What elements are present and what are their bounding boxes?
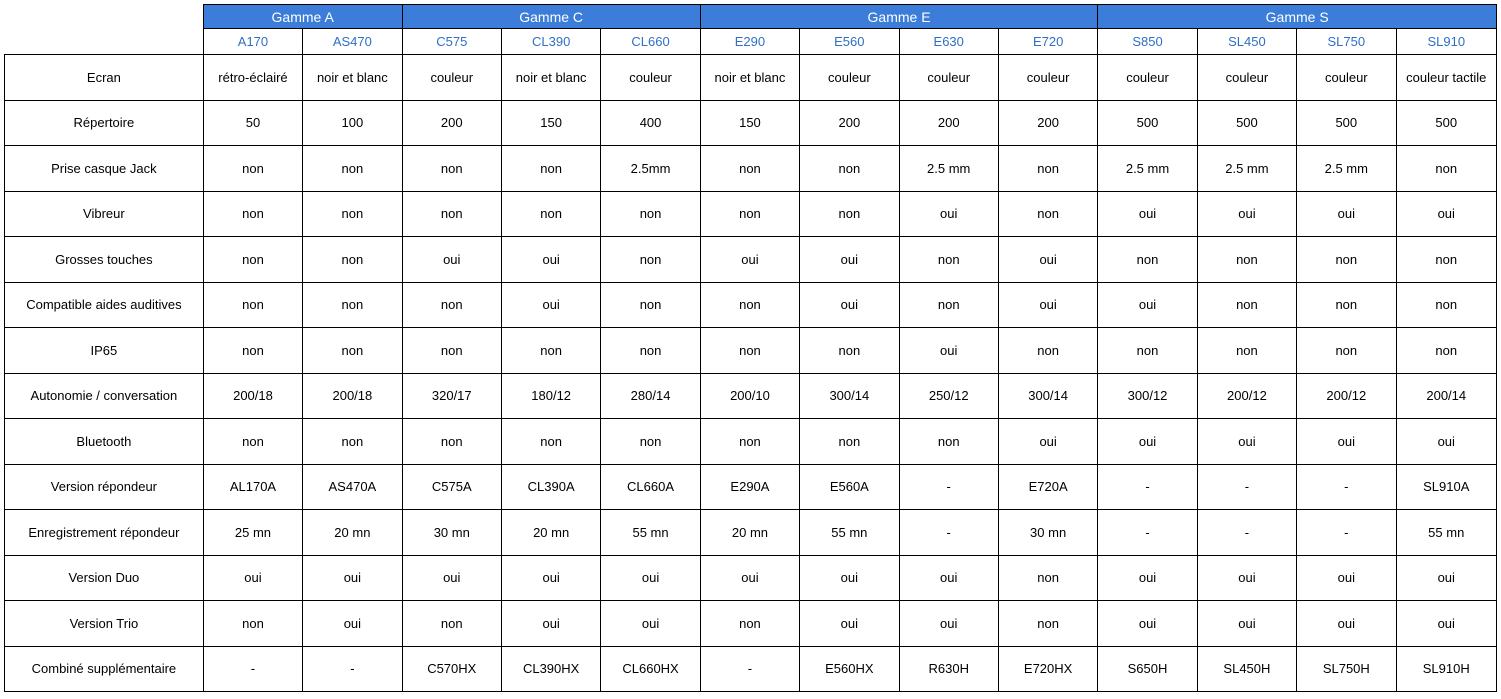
cell-r11-c9: oui (1098, 555, 1197, 601)
row-label-4: Grosses touches (5, 237, 204, 283)
cell-r13-c4: CL660HX (601, 646, 700, 692)
cell-r8-c6: non (800, 419, 899, 465)
cell-r3-c7: oui (899, 191, 998, 237)
model-row-corner-blank (5, 29, 204, 55)
cell-r12-c9: oui (1098, 601, 1197, 647)
cell-r0-c11: couleur (1297, 55, 1396, 101)
cell-r5-c1: non (303, 282, 402, 328)
cell-r5-c7: non (899, 282, 998, 328)
cell-r8-c3: non (501, 419, 600, 465)
row-label-7: Autonomie / conversation (5, 373, 204, 419)
table-row (5, 191, 1497, 237)
table-row (5, 100, 1497, 146)
cell-r4-c11: non (1297, 237, 1396, 283)
cell-r3-c9: oui (1098, 191, 1197, 237)
cell-r2-c3: non (501, 146, 600, 192)
cell-r11-c8: non (998, 555, 1097, 601)
cell-r13-c1: - (303, 646, 402, 692)
comparison-table (4, 4, 1497, 692)
cell-r8-c5: non (700, 419, 799, 465)
table-row (5, 646, 1497, 692)
cell-r4-c2: oui (402, 237, 501, 283)
row-label-6: IP65 (5, 328, 204, 374)
cell-r10-c0: 25 mn (203, 510, 302, 556)
cell-r7-c9: 300/12 (1098, 373, 1197, 419)
cell-r2-c7: 2.5 mm (899, 146, 998, 192)
cell-r12-c0: non (203, 601, 302, 647)
model-header-cl390: CL390 (501, 29, 600, 55)
cell-r7-c7: 250/12 (899, 373, 998, 419)
cell-r11-c6: oui (800, 555, 899, 601)
cell-r7-c8: 300/14 (998, 373, 1097, 419)
cell-r5-c5: non (700, 282, 799, 328)
cell-r2-c11: 2.5 mm (1297, 146, 1396, 192)
cell-r12-c8: non (998, 601, 1097, 647)
cell-r12-c6: oui (800, 601, 899, 647)
cell-r10-c7: - (899, 510, 998, 556)
cell-r0-c3: noir et blanc (501, 55, 600, 101)
model-header-as470: AS470 (303, 29, 402, 55)
cell-r10-c4: 55 mn (601, 510, 700, 556)
cell-r1-c9: 500 (1098, 100, 1197, 146)
cell-r4-c8: oui (998, 237, 1097, 283)
model-header-e290: E290 (700, 29, 799, 55)
table-row (5, 373, 1497, 419)
table-row (5, 601, 1497, 647)
cell-r7-c1: 200/18 (303, 373, 402, 419)
cell-r12-c2: non (402, 601, 501, 647)
cell-r4-c0: non (203, 237, 302, 283)
cell-r0-c12: couleur tactile (1396, 55, 1497, 101)
cell-r13-c3: CL390HX (501, 646, 600, 692)
cell-r9-c1: AS470A (303, 464, 402, 510)
cell-r6-c5: non (700, 328, 799, 374)
cell-r9-c5: E290A (700, 464, 799, 510)
cell-r1-c4: 400 (601, 100, 700, 146)
cell-r3-c6: non (800, 191, 899, 237)
cell-r13-c11: SL750H (1297, 646, 1396, 692)
cell-r9-c12: SL910A (1396, 464, 1497, 510)
row-label-13: Combiné supplémentaire (5, 646, 204, 692)
cell-r2-c4: 2.5mm (601, 146, 700, 192)
cell-r2-c2: non (402, 146, 501, 192)
cell-r8-c11: oui (1297, 419, 1396, 465)
cell-r10-c12: 55 mn (1396, 510, 1497, 556)
table-row (5, 328, 1497, 374)
cell-r4-c12: non (1396, 237, 1497, 283)
cell-r6-c11: non (1297, 328, 1396, 374)
cell-r1-c5: 150 (700, 100, 799, 146)
group-header-gamme-a: Gamme A (203, 5, 402, 29)
cell-r12-c10: oui (1197, 601, 1296, 647)
cell-r1-c11: 500 (1297, 100, 1396, 146)
cell-r3-c8: non (998, 191, 1097, 237)
group-header-gamme-s: Gamme S (1098, 5, 1497, 29)
cell-r0-c6: couleur (800, 55, 899, 101)
cell-r1-c0: 50 (203, 100, 302, 146)
cell-r1-c2: 200 (402, 100, 501, 146)
cell-r13-c7: R630H (899, 646, 998, 692)
cell-r2-c8: non (998, 146, 1097, 192)
row-label-11: Version Duo (5, 555, 204, 601)
cell-r5-c11: non (1297, 282, 1396, 328)
cell-r5-c0: non (203, 282, 302, 328)
cell-r10-c3: 20 mn (501, 510, 600, 556)
cell-r0-c7: couleur (899, 55, 998, 101)
model-header-s850: S850 (1098, 29, 1197, 55)
cell-r11-c12: oui (1396, 555, 1497, 601)
cell-r6-c2: non (402, 328, 501, 374)
cell-r0-c10: couleur (1197, 55, 1296, 101)
cell-r13-c10: SL450H (1197, 646, 1296, 692)
cell-r1-c10: 500 (1197, 100, 1296, 146)
model-header-sl750: SL750 (1297, 29, 1396, 55)
row-label-9: Version répondeur (5, 464, 204, 510)
cell-r0-c8: couleur (998, 55, 1097, 101)
cell-r7-c3: 180/12 (501, 373, 600, 419)
table-body (5, 55, 1497, 692)
cell-r11-c0: oui (203, 555, 302, 601)
cell-r8-c9: oui (1098, 419, 1197, 465)
cell-r2-c12: non (1396, 146, 1497, 192)
cell-r9-c3: CL390A (501, 464, 600, 510)
cell-r6-c9: non (1098, 328, 1197, 374)
cell-r6-c6: non (800, 328, 899, 374)
cell-r1-c8: 200 (998, 100, 1097, 146)
row-label-1: Répertoire (5, 100, 204, 146)
cell-r2-c10: 2.5 mm (1197, 146, 1296, 192)
cell-r4-c4: non (601, 237, 700, 283)
cell-r7-c2: 320/17 (402, 373, 501, 419)
cell-r3-c5: non (700, 191, 799, 237)
table-row (5, 510, 1497, 556)
cell-r7-c5: 200/10 (700, 373, 799, 419)
cell-r10-c5: 20 mn (700, 510, 799, 556)
cell-r8-c7: non (899, 419, 998, 465)
cell-r6-c10: non (1197, 328, 1296, 374)
cell-r10-c10: - (1197, 510, 1296, 556)
cell-r13-c9: S650H (1098, 646, 1197, 692)
cell-r1-c7: 200 (899, 100, 998, 146)
table-row (5, 55, 1497, 101)
cell-r0-c4: couleur (601, 55, 700, 101)
cell-r5-c12: non (1396, 282, 1497, 328)
cell-r8-c4: non (601, 419, 700, 465)
cell-r8-c2: non (402, 419, 501, 465)
cell-r8-c8: oui (998, 419, 1097, 465)
cell-r6-c8: non (998, 328, 1097, 374)
cell-r1-c6: 200 (800, 100, 899, 146)
cell-r13-c0: - (203, 646, 302, 692)
cell-r4-c9: non (1098, 237, 1197, 283)
cell-r9-c2: C575A (402, 464, 501, 510)
cell-r6-c12: non (1396, 328, 1497, 374)
cell-r3-c3: non (501, 191, 600, 237)
cell-r4-c6: oui (800, 237, 899, 283)
cell-r12-c3: oui (501, 601, 600, 647)
model-header-e560: E560 (800, 29, 899, 55)
row-label-0: Ecran (5, 55, 204, 101)
cell-r12-c1: oui (303, 601, 402, 647)
cell-r7-c11: 200/12 (1297, 373, 1396, 419)
cell-r10-c1: 20 mn (303, 510, 402, 556)
cell-r2-c1: non (303, 146, 402, 192)
cell-r10-c11: - (1297, 510, 1396, 556)
row-label-10: Enregistrement répondeur (5, 510, 204, 556)
cell-r5-c10: non (1197, 282, 1296, 328)
group-header-gamme-e: Gamme E (700, 5, 1098, 29)
cell-r11-c4: oui (601, 555, 700, 601)
cell-r8-c0: non (203, 419, 302, 465)
cell-r2-c0: non (203, 146, 302, 192)
cell-r0-c0: rétro-éclairé (203, 55, 302, 101)
header-corner-blank (5, 5, 204, 29)
table-row (5, 282, 1497, 328)
cell-r9-c0: AL170A (203, 464, 302, 510)
cell-r13-c2: C570HX (402, 646, 501, 692)
cell-r3-c12: oui (1396, 191, 1497, 237)
cell-r7-c10: 200/12 (1197, 373, 1296, 419)
cell-r6-c7: oui (899, 328, 998, 374)
cell-r0-c1: noir et blanc (303, 55, 402, 101)
cell-r7-c6: 300/14 (800, 373, 899, 419)
table-row (5, 237, 1497, 283)
cell-r9-c7: - (899, 464, 998, 510)
cell-r5-c2: non (402, 282, 501, 328)
cell-r6-c1: non (303, 328, 402, 374)
cell-r12-c4: oui (601, 601, 700, 647)
cell-r13-c8: E720HX (998, 646, 1097, 692)
cell-r11-c7: oui (899, 555, 998, 601)
cell-r11-c11: oui (1297, 555, 1396, 601)
cell-r8-c1: non (303, 419, 402, 465)
model-header-a170: A170 (203, 29, 302, 55)
cell-r0-c5: noir et blanc (700, 55, 799, 101)
cell-r3-c10: oui (1197, 191, 1296, 237)
cell-r4-c10: non (1197, 237, 1296, 283)
table-row (5, 419, 1497, 465)
cell-r5-c3: oui (501, 282, 600, 328)
model-header-sl910: SL910 (1396, 29, 1497, 55)
cell-r8-c12: oui (1396, 419, 1497, 465)
cell-r11-c3: oui (501, 555, 600, 601)
cell-r13-c5: - (700, 646, 799, 692)
cell-r5-c9: oui (1098, 282, 1197, 328)
row-label-12: Version Trio (5, 601, 204, 647)
cell-r5-c4: non (601, 282, 700, 328)
cell-r6-c4: non (601, 328, 700, 374)
model-header-e630: E630 (899, 29, 998, 55)
cell-r9-c10: - (1197, 464, 1296, 510)
cell-r4-c1: non (303, 237, 402, 283)
cell-r1-c3: 150 (501, 100, 600, 146)
cell-r9-c6: E560A (800, 464, 899, 510)
group-header-row (5, 5, 1497, 29)
cell-r12-c7: oui (899, 601, 998, 647)
row-label-2: Prise casque Jack (5, 146, 204, 192)
cell-r1-c1: 100 (303, 100, 402, 146)
cell-r6-c0: non (203, 328, 302, 374)
cell-r9-c9: - (1098, 464, 1197, 510)
cell-r3-c11: oui (1297, 191, 1396, 237)
cell-r13-c6: E560HX (800, 646, 899, 692)
model-header-sl450: SL450 (1197, 29, 1296, 55)
cell-r6-c3: non (501, 328, 600, 374)
cell-r5-c6: oui (800, 282, 899, 328)
cell-r12-c11: oui (1297, 601, 1396, 647)
row-label-8: Bluetooth (5, 419, 204, 465)
cell-r2-c9: 2.5 mm (1098, 146, 1197, 192)
cell-r8-c10: oui (1197, 419, 1296, 465)
cell-r2-c6: non (800, 146, 899, 192)
model-header-row (5, 29, 1497, 55)
cell-r4-c3: oui (501, 237, 600, 283)
cell-r3-c4: non (601, 191, 700, 237)
model-header-e720: E720 (998, 29, 1097, 55)
cell-r1-c12: 500 (1396, 100, 1497, 146)
cell-r7-c12: 200/14 (1396, 373, 1497, 419)
table-header (5, 5, 1497, 55)
cell-r10-c6: 55 mn (800, 510, 899, 556)
cell-r10-c2: 30 mn (402, 510, 501, 556)
cell-r13-c12: SL910H (1396, 646, 1497, 692)
model-header-cl660: CL660 (601, 29, 700, 55)
cell-r11-c2: oui (402, 555, 501, 601)
cell-r9-c8: E720A (998, 464, 1097, 510)
cell-r4-c7: non (899, 237, 998, 283)
table-row (5, 555, 1497, 601)
cell-r4-c5: oui (700, 237, 799, 283)
cell-r11-c5: oui (700, 555, 799, 601)
table-row (5, 464, 1497, 510)
cell-r3-c0: non (203, 191, 302, 237)
group-header-gamme-c: Gamme C (402, 5, 700, 29)
cell-r9-c4: CL660A (601, 464, 700, 510)
cell-r0-c2: couleur (402, 55, 501, 101)
cell-r2-c5: non (700, 146, 799, 192)
table-row (5, 146, 1497, 192)
cell-r11-c10: oui (1197, 555, 1296, 601)
row-label-3: Vibreur (5, 191, 204, 237)
cell-r11-c1: oui (303, 555, 402, 601)
cell-r12-c5: non (700, 601, 799, 647)
cell-r7-c4: 280/14 (601, 373, 700, 419)
row-label-5: Compatible aides auditives (5, 282, 204, 328)
cell-r10-c9: - (1098, 510, 1197, 556)
cell-r5-c8: oui (998, 282, 1097, 328)
cell-r10-c8: 30 mn (998, 510, 1097, 556)
cell-r0-c9: couleur (1098, 55, 1197, 101)
cell-r12-c12: oui (1396, 601, 1497, 647)
cell-r3-c2: non (402, 191, 501, 237)
cell-r3-c1: non (303, 191, 402, 237)
cell-r9-c11: - (1297, 464, 1396, 510)
cell-r7-c0: 200/18 (203, 373, 302, 419)
model-header-c575: C575 (402, 29, 501, 55)
